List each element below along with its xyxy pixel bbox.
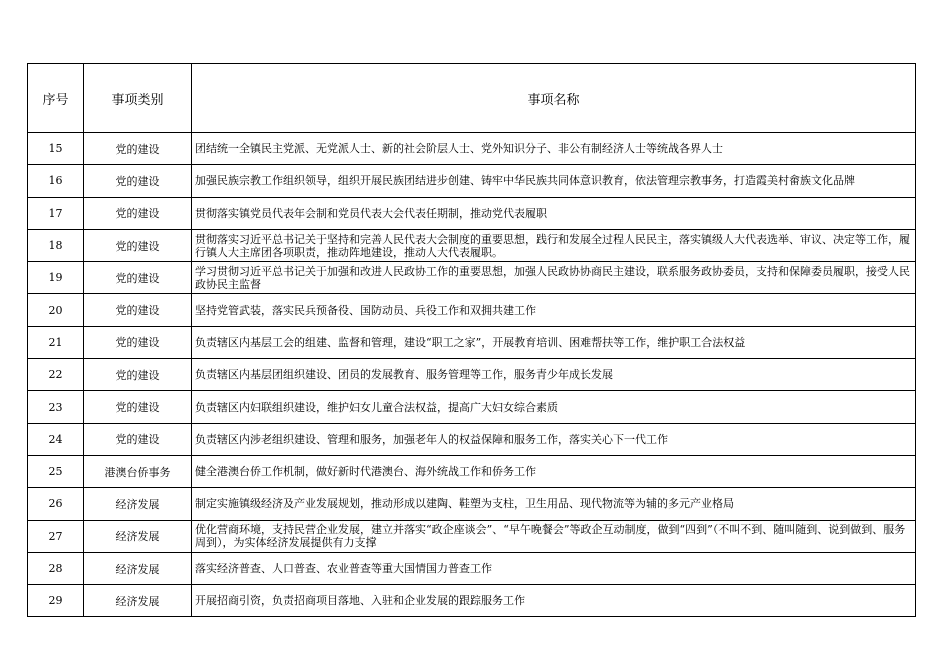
- table-row: [28, 294, 916, 326]
- row-name: 贯彻落实镇党员代表年会制和党员代表大会代表任期制，推动党代表履职: [192, 197, 916, 229]
- row-number: 19: [28, 262, 84, 294]
- row-number: 22: [28, 359, 84, 391]
- table-body: [28, 133, 916, 617]
- table-row: [28, 520, 916, 552]
- row-category: 党的建设: [84, 391, 192, 423]
- table-row: [28, 229, 916, 261]
- row-category: 经济发展: [84, 585, 192, 617]
- row-category: 党的建设: [84, 133, 192, 165]
- row-name: 负责辖区内基层团组织建设、团员的发展教育、服务管理等工作，服务青少年成长发展: [192, 359, 916, 391]
- row-name: 优化营商环境，支持民营企业发展，建立并落实“政企座谈会”、“早午晚餐会”等政企互动制度，做到“四到”（不叫不到、随叫随到、说到做到、服务周到），为实体经济发展提供有力支撑: [192, 520, 916, 552]
- matters-table: [27, 63, 916, 617]
- spreadsheet-area: [27, 63, 915, 617]
- row-name: 负责辖区内基层工会的组建、监督和管理，建设“职工之家”，开展教育培训、困难帮扶等工作，维护职工合法权益: [192, 326, 916, 358]
- row-number: 17: [28, 197, 84, 229]
- row-number: 25: [28, 455, 84, 487]
- table-row: [28, 423, 916, 455]
- table-row: [28, 585, 916, 617]
- row-number: 23: [28, 391, 84, 423]
- row-number: 15: [28, 133, 84, 165]
- row-name: 健全港澳台侨工作机制，做好新时代港澳台、海外统战工作和侨务工作: [192, 455, 916, 487]
- table-row: [28, 262, 916, 294]
- header-name: 事项名称: [192, 64, 916, 133]
- row-category: 党的建设: [84, 197, 192, 229]
- row-name: 坚持党管武装，落实民兵预备役、国防动员、兵役工作和双拥共建工作: [192, 294, 916, 326]
- row-number: 29: [28, 585, 84, 617]
- row-name: 加强民族宗教工作组织领导，组织开展民族团结进步创建、铸牢中华民族共同体意识教育，依法管理宗教事务，打造霞美村畲族文化品牌: [192, 165, 916, 197]
- row-number: 16: [28, 165, 84, 197]
- row-category: 港澳台侨事务: [84, 455, 192, 487]
- row-name: 团结统一全镇民主党派、无党派人士、新的社会阶层人士、党外知识分子、非公有制经济人士等统战各界人士: [192, 133, 916, 165]
- row-name: 开展招商引资，负责招商项目落地、入驻和企业发展的跟踪服务工作: [192, 585, 916, 617]
- row-number: 21: [28, 326, 84, 358]
- row-name: 负责辖区内涉老组织建设、管理和服务，加强老年人的权益保障和服务工作，落实关心下一代工作: [192, 423, 916, 455]
- row-name: 落实经济普查、人口普查、农业普查等重大国情国力普查工作: [192, 552, 916, 584]
- row-category: 党的建设: [84, 359, 192, 391]
- header-category: 事项类别: [84, 64, 192, 133]
- row-category: 经济发展: [84, 552, 192, 584]
- row-name: 学习贯彻习近平总书记关于加强和改进人民政协工作的重要思想，加强人民政协协商民主建设，联系服务政协委员，支持和保障委员履职，接受人民政协民主监督: [192, 262, 916, 294]
- row-number: 28: [28, 552, 84, 584]
- table-row: [28, 359, 916, 391]
- table-row: [28, 488, 916, 520]
- row-name: 贯彻落实习近平总书记关于坚持和完善人民代表大会制度的重要思想，践行和发展全过程人民民主，落实镇级人大代表选举、审议、决定等工作，履行镇人大主席团各项职责，推动阵地建设，推动人大代表履职。: [192, 229, 916, 261]
- table-row: [28, 197, 916, 229]
- table-row: [28, 391, 916, 423]
- row-category: 党的建设: [84, 294, 192, 326]
- row-number: 24: [28, 423, 84, 455]
- table-row: [28, 455, 916, 487]
- row-number: 27: [28, 520, 84, 552]
- row-category: 党的建设: [84, 423, 192, 455]
- row-number: 18: [28, 229, 84, 261]
- table-row: [28, 326, 916, 358]
- row-category: 经济发展: [84, 488, 192, 520]
- row-category: 党的建设: [84, 229, 192, 261]
- row-number: 20: [28, 294, 84, 326]
- table-row: [28, 165, 916, 197]
- row-name: 负责辖区内妇联组织建设，维护妇女儿童合法权益，提高广大妇女综合素质: [192, 391, 916, 423]
- row-category: 党的建设: [84, 326, 192, 358]
- table-row: [28, 552, 916, 584]
- row-category: 党的建设: [84, 165, 192, 197]
- header-number: 序号: [28, 64, 84, 133]
- row-name: 制定实施镇级经济及产业发展规划，推动形成以建陶、鞋塑为支柱，卫生用品、现代物流等为辅的多元产业格局: [192, 488, 916, 520]
- row-category: 经济发展: [84, 520, 192, 552]
- header-row: [28, 64, 916, 133]
- row-category: 党的建设: [84, 262, 192, 294]
- row-number: 26: [28, 488, 84, 520]
- table-row: [28, 133, 916, 165]
